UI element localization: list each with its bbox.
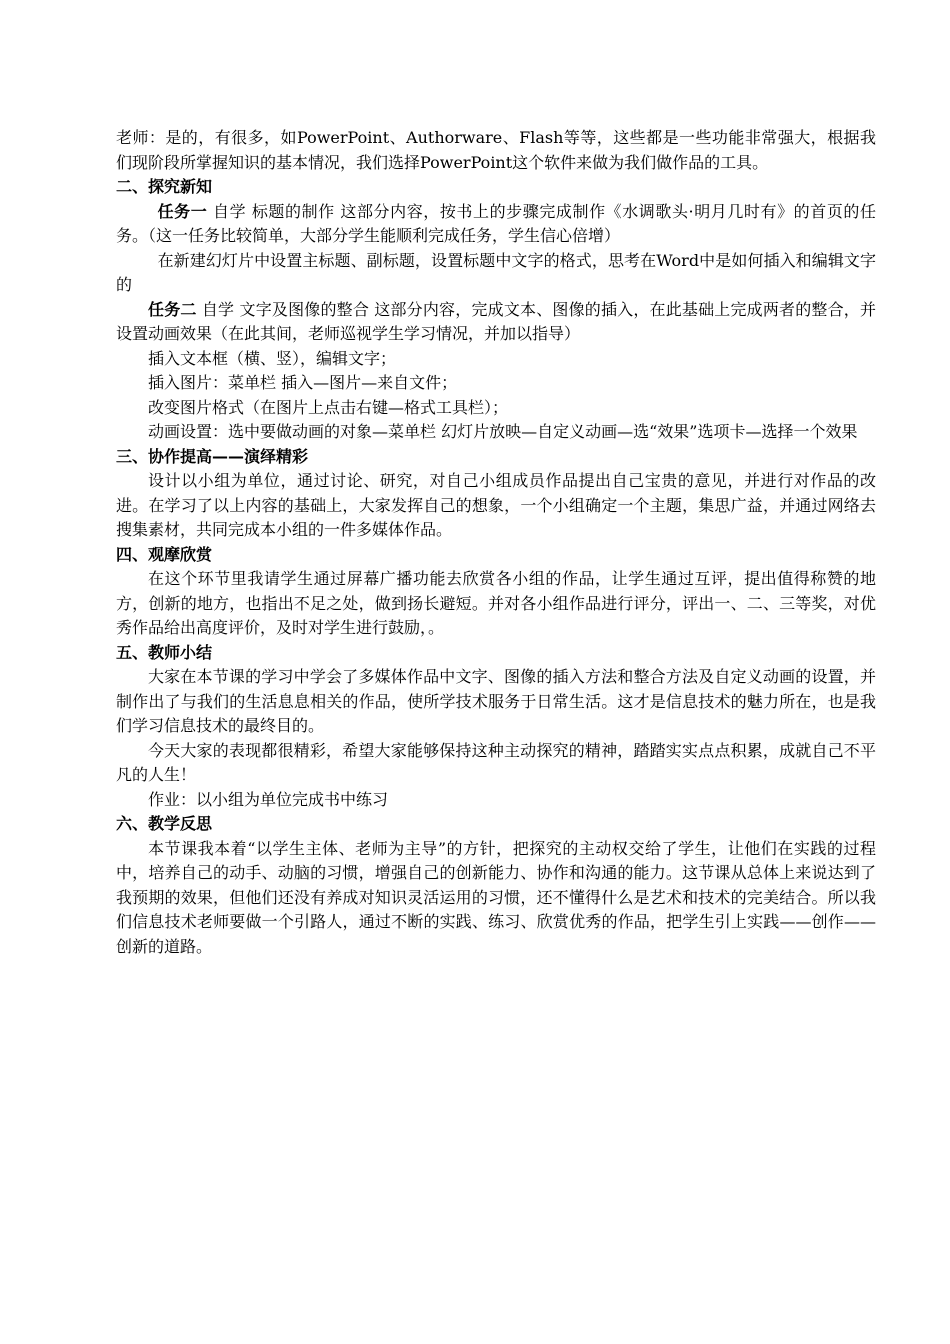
document-page (116, 126, 876, 959)
step-picture-format: 改变图片格式（在图片上点击右键—格式工具栏）； (148, 397, 509, 417)
collaborate-paragraph: 设计以小组为单位，通过讨论、研究，对自己小组成员作品提出自己宝贵的意见，并进行对作品的改进。在学习了以上内容的基础上，大家发挥自己的想象，一个小组确定一个主题，集思广益，并通过网络去搜集素材，共同完成本小组的一件多媒体作品。 (116, 471, 876, 539)
task2-paragraph (116, 298, 876, 347)
summary-paragraph-1: 大家在本节课的学习中学会了多媒体作品中文字、图像的插入方法和整合方法及自定义动画的设置，并制作出了与我们的生活息息相关的作品，使所学技术服务于日常生活。这才是信息技术的魅力所在，也是我们学习信息技术的最终目的。 (116, 667, 876, 735)
section-heading-summary: 五、教师小结 (116, 642, 213, 662)
section-heading-collaborate: 三、协作提高——演绎精彩 (116, 446, 309, 466)
step-insert-picture: 插入图片：菜单栏 插入—图片—来自文件； (148, 373, 458, 392)
reflection-paragraph: 本节课我本着“以学生主体、老师为主导”的方针，把探究的主动权交给了学生，让他们在实践的过程中，培养自己的动手、动脑的习惯，增强自己的创新能力、协作和沟通的能力。这节课从总体上来说达到了我预期的效果，但他们还没有养成对知识灵活运用的习惯，还不懂得什么是艺术和技术的完美结合。所以我们信息技术老师要做一个引路人，通过不断的实践、练习、欣赏优秀的作品，把学生引上实践——创作——创新的道路。 (116, 838, 876, 956)
task1-label: 任务一 (157, 201, 208, 221)
task2-label: 任务二 (148, 299, 197, 319)
intro-paragraph: 老师：是的，有很多，如PowerPoint、Authorware、Flash等等，这些都是一些功能非常强大，根据我们现阶段所掌握知识的基本情况，我们选择PowerPoint这个软件来做为我们做作品的工具。 (116, 128, 876, 172)
step-animation: 动画设置：选中要做动画的对象—菜单栏 幻灯片放映—自定义动画—选“效果”选项卡—选择一个效果 (148, 422, 858, 441)
task1-paragraph (116, 200, 876, 249)
section-heading-reflection: 六、教学反思 (116, 814, 213, 833)
appreciate-paragraph: 在这个环节里我请学生通过屏幕广播功能去欣赏各小组的作品，让学生通过互评，提出值得称赞的地方，创新的地方，也指出不足之处，做到扬长避短。并对各小组作品进行评分，评出一、二、三等奖，对优秀作品给出高度评价，及时对学生进行鼓励，。 (116, 569, 876, 637)
task1-detail-paragraph: 在新建幻灯片中设置主标题、副标题，设置标题中文字的格式，思考在Word中是如何插入和编辑文字的 (116, 250, 876, 294)
task1-text: 自学 标题的制作 这部分内容，按书上的步骤完成制作《水调歌头·明月几时有》的首页的任务。（这一任务比较简单，大部分学生能顺利完成任务，学生信心倍增） (116, 201, 876, 245)
section-heading-appreciate: 四、观摩欣赏 (116, 544, 213, 564)
task2-text: 自学 文字及图像的整合 这部分内容，完成文本、图像的插入，在此基础上完成两者的整合，并设置动画效果（在此其间，老师巡视学生学习情况，并加以指导） (116, 299, 876, 343)
section-heading-explore: 二、探究新知 (116, 177, 213, 196)
summary-paragraph-2: 今天大家的表现都很精彩，希望大家能够保持这种主动探究的精神，踏踏实实点点积累，成就自己不平凡的人生！ (116, 740, 876, 784)
homework-paragraph: 作业：以小组为单位完成书中练习 (148, 789, 389, 809)
step-insert-textbox: 插入文本框（横、竖），编辑文字； (148, 348, 397, 368)
